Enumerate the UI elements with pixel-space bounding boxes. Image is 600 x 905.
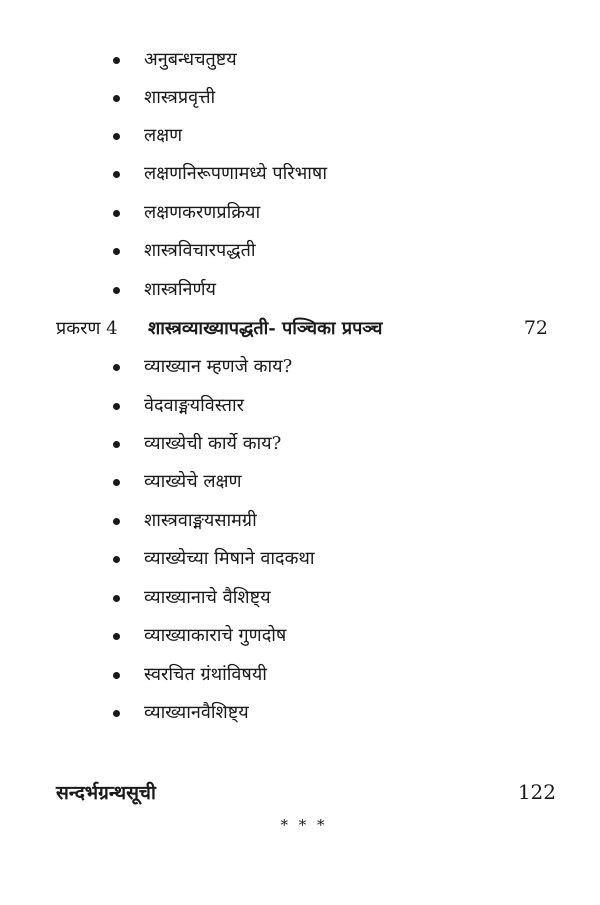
chapter-page-number: 72 bbox=[523, 317, 548, 339]
list-item-text: शास्त्रवाङ्मयसामग्री bbox=[144, 510, 257, 531]
list-item bbox=[113, 621, 286, 651]
list-item bbox=[113, 236, 256, 266]
list-item bbox=[113, 429, 281, 459]
list-item bbox=[113, 159, 327, 189]
bullet-icon bbox=[113, 518, 120, 525]
bullet-icon bbox=[113, 133, 120, 140]
chapter-title: शास्त्रव्याख्यापद्धती- पञ्चिका प्रपञ्च bbox=[148, 318, 383, 339]
list-item-text: वेदवाङ्मयविस्तार bbox=[144, 395, 245, 416]
list-item bbox=[113, 352, 292, 382]
list-item-text: व्याख्यान म्हणजे काय? bbox=[144, 356, 293, 377]
list-item-text: स्वरचित ग्रंथांविषयी bbox=[144, 664, 267, 685]
list-item-text: शास्त्रनिर्णय bbox=[144, 279, 216, 300]
list-item bbox=[113, 544, 315, 574]
bullet-icon bbox=[113, 556, 120, 563]
bullet-icon bbox=[113, 710, 120, 717]
bullet-icon bbox=[113, 633, 120, 640]
list-item-text: व्याख्येचे लक्षण bbox=[144, 471, 242, 492]
list-item-text: व्याख्येची कार्ये काय? bbox=[144, 433, 282, 454]
list-item bbox=[113, 275, 216, 305]
list-item bbox=[113, 83, 215, 113]
bullet-icon bbox=[113, 479, 120, 486]
bullet-icon bbox=[113, 287, 120, 294]
bullet-icon bbox=[113, 441, 120, 448]
list-item bbox=[113, 506, 257, 536]
list-item bbox=[113, 121, 182, 151]
bullet-icon bbox=[113, 672, 120, 679]
list-item-text: अनुबन्धचतुष्टय bbox=[144, 49, 237, 70]
bibliography-page-number: 122 bbox=[517, 780, 556, 804]
bibliography-title: सन्दर्भग्रन्थसूची bbox=[56, 782, 156, 804]
list-item-text: व्याख्येच्या मिषाने वादकथा bbox=[144, 548, 315, 569]
list-item-text: लक्षणकरणप्रक्रिया bbox=[144, 202, 261, 223]
bullet-icon bbox=[113, 364, 120, 371]
chapter-4-entry[interactable] bbox=[56, 313, 556, 343]
list-item bbox=[113, 198, 260, 228]
list-item-text: व्याख्यानवैशिष्ट्य bbox=[144, 702, 249, 723]
bullet-icon bbox=[113, 57, 120, 64]
list-item-text: शास्त्रविचारपद्धती bbox=[144, 240, 256, 261]
section-end-ornament: * * * bbox=[280, 816, 328, 834]
bullet-icon bbox=[113, 171, 120, 178]
list-item-text: व्याख्यानाचे वैशिष्ट्य bbox=[144, 587, 271, 608]
chapter-label: प्रकरण 4 bbox=[56, 318, 118, 339]
bullet-icon bbox=[113, 248, 120, 255]
list-item-text: शास्त्रप्रवृत्ती bbox=[144, 87, 216, 108]
bullet-icon bbox=[113, 595, 120, 602]
list-item bbox=[113, 698, 249, 728]
list-item bbox=[113, 467, 242, 497]
list-item bbox=[113, 583, 271, 613]
bibliography-entry[interactable] bbox=[56, 776, 556, 808]
bullet-icon bbox=[113, 95, 120, 102]
list-item bbox=[113, 391, 244, 421]
list-item bbox=[113, 45, 237, 75]
list-item-text: व्याख्याकाराचे गुणदोष bbox=[144, 625, 287, 646]
list-item bbox=[113, 660, 267, 690]
bullet-icon bbox=[113, 210, 120, 217]
list-item-text: लक्षणनिरूपणामध्ये परिभाषा bbox=[144, 163, 327, 184]
list-item-text: लक्षण bbox=[144, 125, 183, 146]
bullet-icon bbox=[113, 403, 120, 410]
